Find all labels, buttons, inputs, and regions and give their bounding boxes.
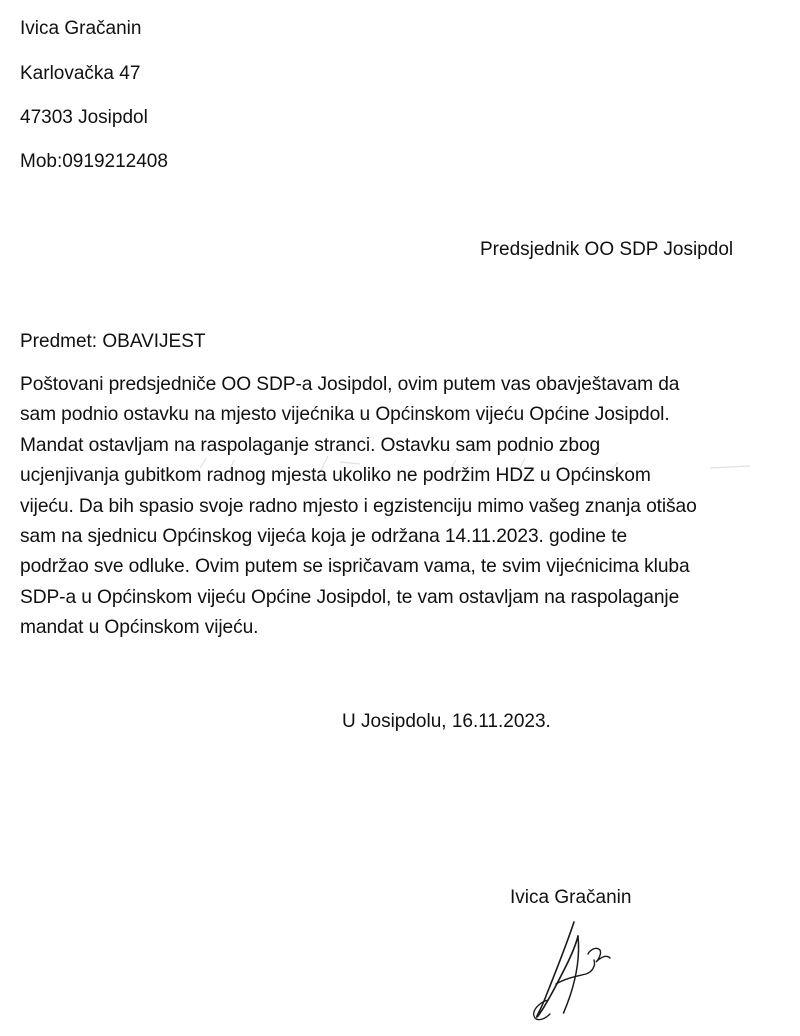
sender-mobile: Mob:0919212408 bbox=[20, 151, 168, 172]
recipient: Predsjednik OO SDP Josipdol bbox=[480, 239, 734, 260]
body-line: vijeću. Da bih spasio svoje radno mjesto i egzistenciju mimo vašeg znanja otišao bbox=[20, 495, 697, 517]
sender-city: 47303 Josipdol bbox=[20, 107, 148, 128]
letter-body bbox=[20, 370, 790, 644]
body-line: Mandat ostavljam na raspolaganje stranci. Ostavku sam podnio zbog bbox=[20, 434, 601, 456]
body-line: mandat u Općinskom vijeću. bbox=[20, 617, 259, 639]
place-and-date: U Josipdolu, 16.11.2023. bbox=[342, 711, 551, 732]
handwritten-signature bbox=[526, 916, 616, 1026]
body-line: SDP-a u Općinskom vijeću Općine Josipdol, te vam ostavljam na raspolaganje bbox=[20, 586, 680, 608]
sender-street: Karlovačka 47 bbox=[20, 63, 141, 84]
signer-name: Ivica Gračanin bbox=[510, 887, 632, 908]
body-line: Poštovani predsjedniče OO SDP-a Josipdol, ovim putem vas obavještavam da bbox=[20, 374, 680, 395]
sender-name: Ivica Gračanin bbox=[20, 18, 142, 39]
body-line: ucjenjivanja gubitkom radnog mjesta ukoliko ne podržim HDZ u Općinskom bbox=[20, 465, 651, 487]
subject-line: Predmet: OBAVIJEST bbox=[20, 331, 206, 352]
body-line: sam na sjednicu Općinskog vijeća koja je održana 14.11.2023. godine te bbox=[20, 526, 628, 548]
body-line: sam podnio ostavku na mjesto vijećnika u Općinskom vijeću Općine Josipdol. bbox=[20, 404, 670, 426]
body-line: podržao sve odluke. Ovim putem se ispričavam vama, te svim vijećnicima kluba bbox=[20, 556, 690, 578]
